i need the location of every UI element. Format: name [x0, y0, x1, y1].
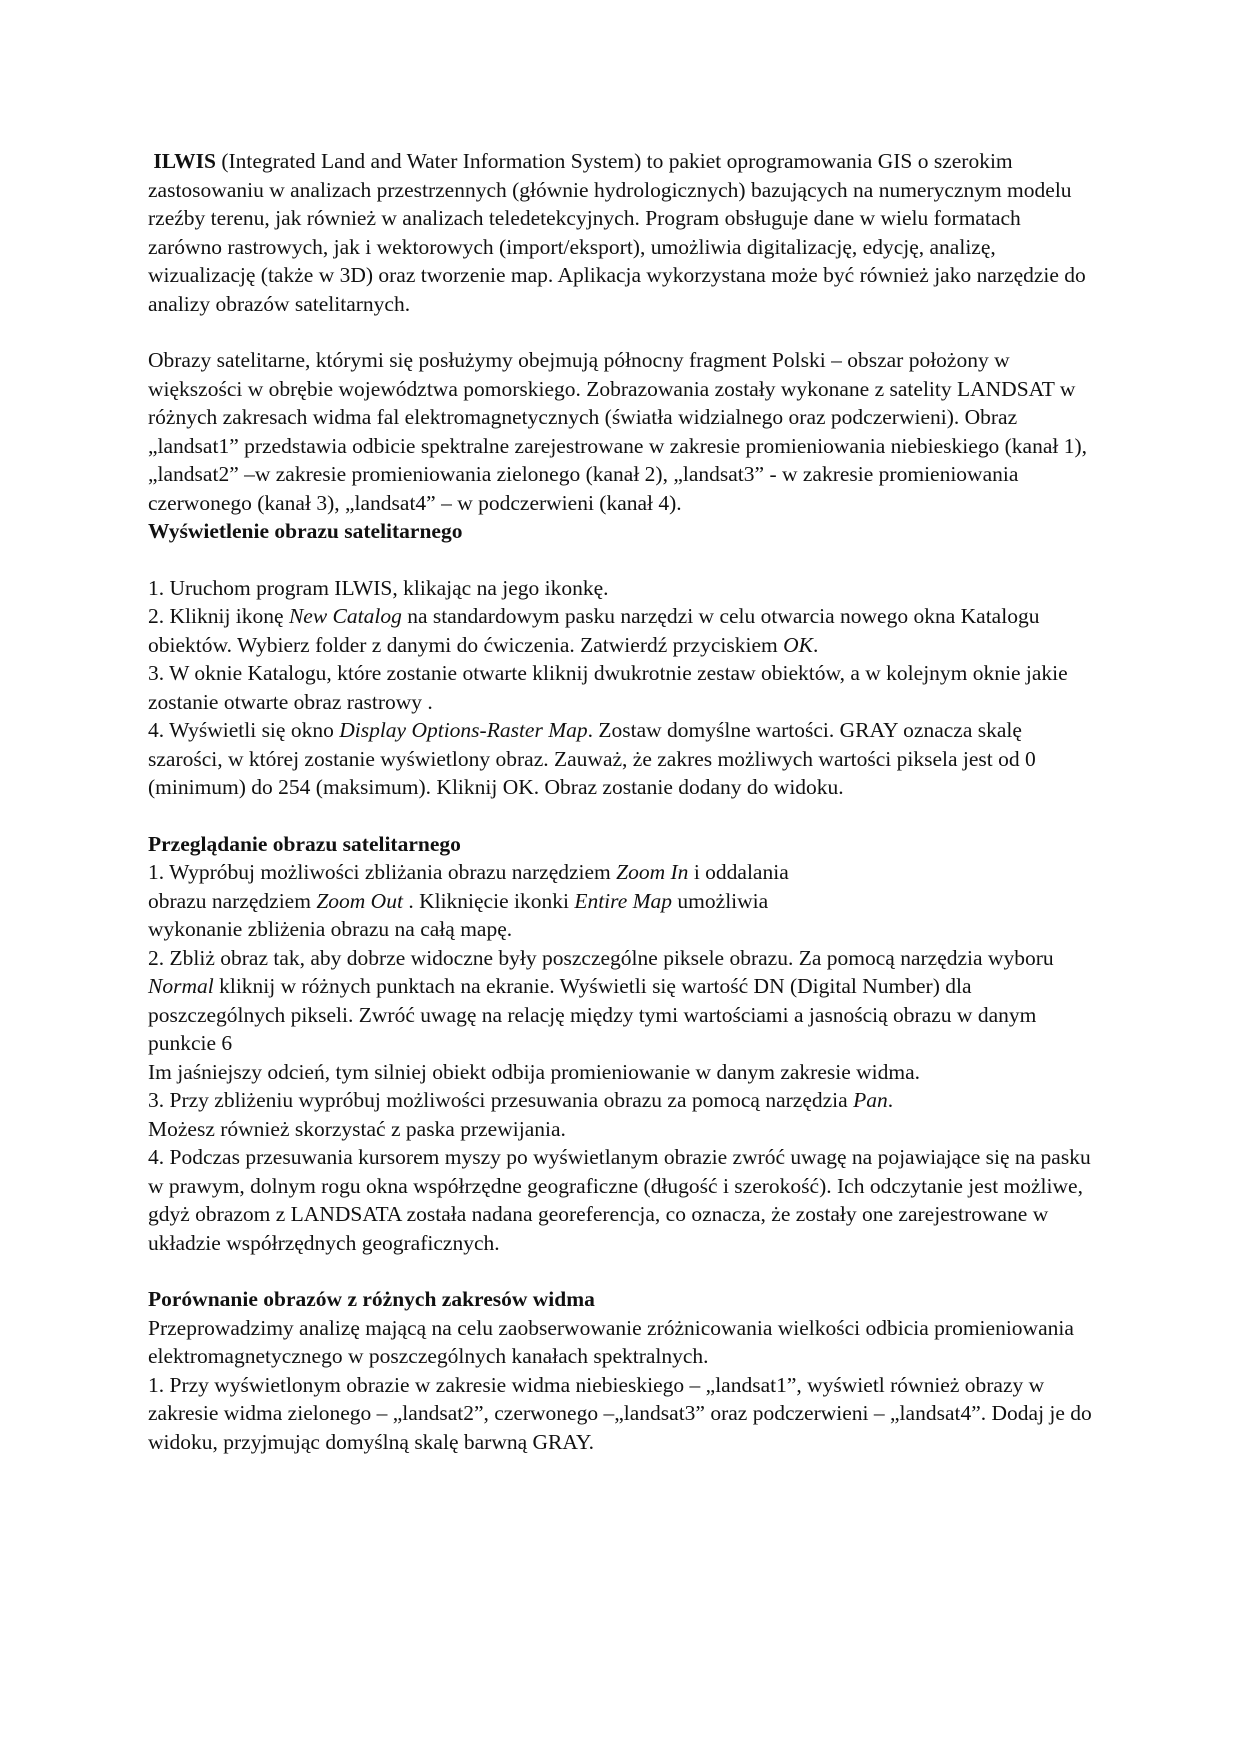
- entire-map-term: Entire Map: [574, 888, 673, 913]
- step-text: .: [887, 1088, 894, 1112]
- section2-step2-note: Im jaśniejszy odcień, tym silniej obiekt odbija promieniowanie w danym zakresie widma.: [148, 1059, 921, 1084]
- step-text: na standardowym pasku narzędzi w celu otwarcia nowego okna Katalogu obiektów. Wybierz folder z danymi do ćwiczenia. Zatwierdź przyciskiem: [148, 604, 1040, 657]
- section1-step2: [148, 602, 1098, 659]
- ok-term: OK: [783, 632, 813, 657]
- section2-step1-line1: [148, 858, 1098, 887]
- section3-step1: 1. Przy wyświetlonym obrazie w zakresie widma niebieskiego – „landsat1”, wyświetl również obrazy w zakresie widma zielonego – „landsat2”, czerwonego –„landsat3” oraz podczerwieni – „landsat4”. Dodaj je do widoku, przyjmując domyślną skalę barwną GRAY.: [148, 1372, 1092, 1454]
- section2-step1-line2: [148, 887, 1098, 916]
- step-text: . Zostaw domyślne wartości. GRAY oznacza skalę szarości, w której zostanie wyświetlony obraz. Zauważ, że zakres możliwych wartości piksela jest od 0 (minimum) do 254 (maksimum). Kliknij OK. Obraz zostanie dodany do widoku.: [148, 718, 1036, 799]
- ilwis-bold: ILWIS: [153, 149, 216, 173]
- section1-heading: Wyświetlenie obrazu satelitarnego: [148, 519, 463, 543]
- step-text: 3. Przy zbliżeniu wypróbuj możliwości przesuwania obrazu za pomocą narzędzia: [148, 1088, 854, 1112]
- paragraph-gap: [148, 318, 1098, 346]
- section2-heading: Przeglądanie obrazu satelitarnego: [148, 831, 461, 856]
- section2-step1-line3: wykonanie zbliżenia obrazu na całą mapę.: [148, 917, 513, 941]
- step-text: kliknij w różnych punktach na ekranie. Wyświetli się wartość DN (Digital Number) dla poszczególnych pikseli. Zwróć uwagę na relację między tymi wartościami a jasnością obrazu w danym punkcie 6: [148, 974, 1037, 1055]
- section3-heading: Porównanie obrazów z różnych zakresów widma: [148, 1287, 595, 1311]
- new-catalog-term: New Catalog: [288, 604, 402, 628]
- display-options-term: Display Options-Raster Map: [339, 718, 588, 742]
- section1-step4: [148, 716, 1098, 802]
- step-text: obrazu narzędziem: [148, 888, 317, 913]
- section2-step2: [148, 944, 1098, 1058]
- step-text: 4. Wyświetli się okno: [148, 718, 340, 742]
- section1-step3: 3. W oknie Katalogu, które zostanie otwarte kliknij dwukrotnie zestaw obiektów, a w kolejnym oknie jakie zostanie otwarte obraz rastrowy .: [148, 661, 1068, 714]
- intro-text: (Integrated Land and Water Information System) to pakiet oprogramowania GIS o szerokim zastosowaniu w analizach przestrzennych (głównie hydrologicznych) bazujących na numerycznym modelu rzeźby terenu, jak również w analizach teledetekcyjnych. Program obsługuje dane w wielu formatach zarówno rastrowych, jak i wektorowych (import/eksport), umożliwia digitalizację, edycję, analizę, wizualizację (także w 3D) oraz tworzenie map. Aplikacja wykorzystana może być również jako narzędzie do analizy obrazów satelitarnych.: [148, 149, 1086, 316]
- section2-step3-note: Możesz również skorzystać z paska przewijania.: [148, 1116, 566, 1141]
- paragraph-gap: [148, 546, 1098, 574]
- images-paragraph: Obrazy satelitarne, którymi się posłużymy obejmują północny fragment Polski – obszar położony w większości w obrębie województwa pomorskiego. Zobrazowania zostały wykonane z satelity LANDSAT w różnych zakresach widma fal elektromagnetycznych (światła widzialnego oraz podczerwieni). Obraz „landsat1” przedstawia odbicie spektralne zarejestrowane w zakresie promieniowania niebieskiego (kanał 1), „landsat2” –w zakresie promieniowania zielonego (kanał 2), „landsat3” - w zakresie promieniowania czerwonego (kanał 3), „landsat4” – w podczerwieni (kanał 4).: [148, 348, 1088, 515]
- step-text: 1. Wypróbuj możliwości zbliżania obrazu narzędziem: [148, 860, 617, 884]
- zoom-out-term: Zoom Out: [316, 888, 403, 913]
- step-text: i oddalania: [688, 860, 789, 884]
- step-text: . Kliknięcie ikonki: [402, 888, 575, 913]
- section2-step3: [148, 1086, 1098, 1115]
- step-text: 2. Zbliż obraz tak, aby dobrze widoczne były poszczególne piksele obrazu. Za pomocą narzędzia wyboru: [148, 945, 1054, 970]
- paragraph-gap: [148, 802, 1098, 830]
- normal-term: Normal: [148, 974, 214, 998]
- section1-step1: 1. Uruchom program ILWIS, klikając na jego ikonkę.: [148, 575, 609, 600]
- intro-paragraph: [148, 147, 1098, 318]
- step-text: 2. Kliknij ikonę: [148, 604, 289, 628]
- pan-term: Pan: [853, 1088, 888, 1112]
- zoom-in-term: Zoom In: [616, 860, 689, 884]
- paragraph-gap: [148, 1257, 1098, 1285]
- section2-step4: 4. Podczas przesuwania kursorem myszy po wyświetlanym obrazie zwróć uwagę na pojawiające się na pasku w prawym, dolnym rogu okna współrzędne geograficzne (długość i szerokość). Ich odczytanie jest możliwe, gdyż obrazom z LANDSATA została nadana georeferencja, co oznacza, że zostały one zarejestrowane w układzie współrzędnych geograficznych.: [148, 1145, 1091, 1255]
- step-text: .: [812, 632, 819, 657]
- document-body: [148, 147, 1098, 1456]
- step-text: umożliwia: [672, 888, 769, 913]
- section3-intro: Przeprowadzimy analizę mającą na celu zaobserwowanie zróżnicowania wielkości odbicia promieniowania elektromagnetycznego w poszczególnych kanałach spektralnych.: [148, 1315, 1074, 1368]
